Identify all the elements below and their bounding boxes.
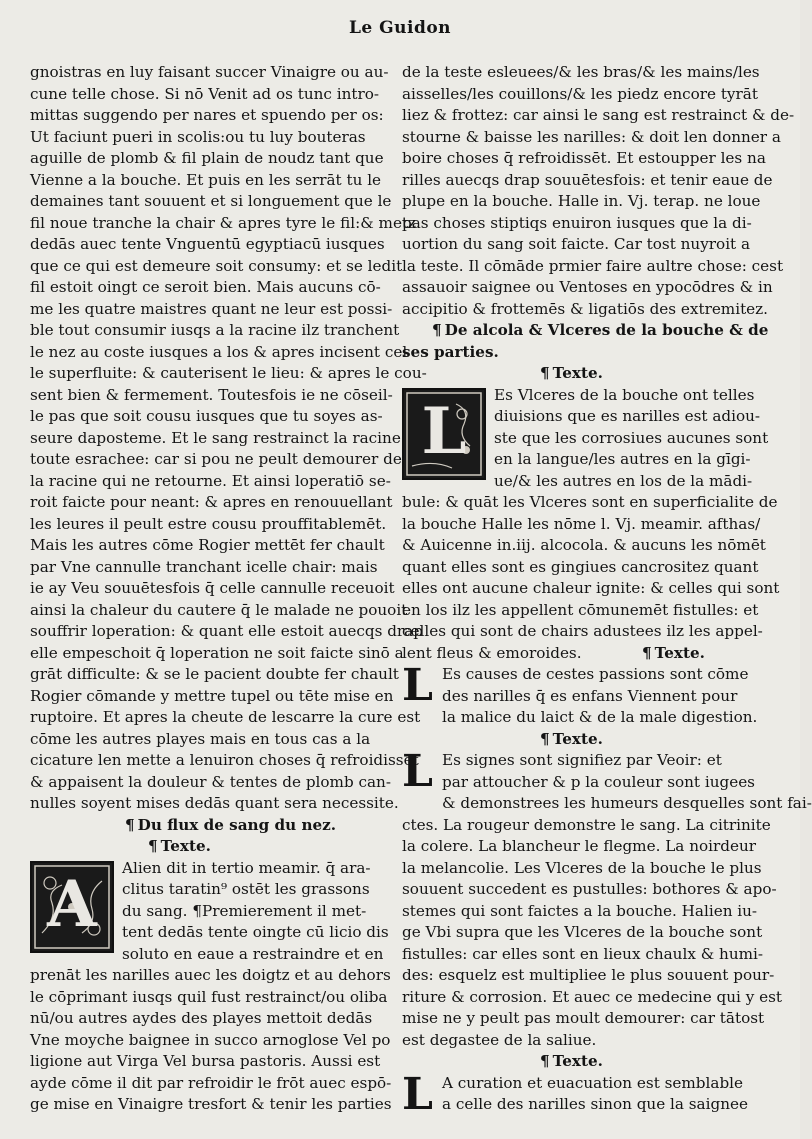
text-line: ie ay Veu souuētesfois q̄ celle cannulle receuoit (30, 579, 395, 597)
dropcap-letter: A (47, 866, 97, 942)
right-texte-label-4 (402, 1051, 750, 1073)
text-line: aguille de plomb & fil plain de noudz tant que (30, 149, 384, 167)
text-line: fil noue tranche la chair & apres tyre le fil:& metz (30, 213, 417, 232)
text-line: fil estoit oingt ce seroit bien. Mais aucuns cō- (30, 278, 381, 296)
text-line: cune telle chose. Si nō Venit ad os tunc intro- (30, 84, 379, 103)
running-head: Le Guidon (348, 18, 452, 38)
dropcap-letter: L (421, 393, 467, 469)
text-line: souffrir loperation: & quant elle estoit auecqs drap (30, 622, 423, 640)
text-line: par Vne cannulle tranchant icelle chair: mais (30, 557, 378, 576)
text-line: ste que les corrosiues aucunes sont (494, 428, 769, 447)
text-line: seure daposteme. Et le sang restrainct la racine (30, 428, 401, 447)
text-line: dedās auec tente Vnguentū egyptiacū iusques (30, 235, 385, 253)
left-paragraph-1 (30, 62, 427, 815)
texte-text: Texte. (552, 364, 603, 382)
text-line: par attoucher & p la couleur sont iugees (442, 772, 755, 791)
text-line: est degastee de la saliue. (402, 1030, 597, 1049)
text-line: Ut faciunt pueri in scolis:ou tu luy bouteras (30, 127, 366, 146)
text-line: nū/ou autres aydes des playes mettoit dedās (30, 1009, 373, 1027)
text-line: le cōprimant iusqs quil fust restrainct/ou oliba (30, 987, 388, 1006)
right-heading-alcola (402, 320, 769, 342)
text-line: accipitio & frottemēs & ligatiōs des extremitez. (402, 299, 768, 318)
text-line: pas choses stiptiqs enuiron iusques que la di- (402, 213, 752, 232)
pilcrow-icon: ¶ (642, 643, 652, 662)
initial-letter: L (402, 660, 433, 711)
text-line: la malice du laict & de la male digestion. (442, 708, 758, 726)
text-line: les leures il peult estre cousu prouffitablemēt. (30, 514, 387, 533)
text-line: Vne moyche baignee in succo arnoglose Vel po (30, 1030, 391, 1049)
text-line: ainsi la chaleur du cautere q̄ le malade ne pouoit (30, 600, 408, 619)
text-line: fistulles: car elles sont en lieux chaulx & humi- (402, 944, 764, 963)
text-line: ligione aut Virga Vel bursa pastoris. Aussi est (30, 1052, 381, 1070)
right-curation-block (402, 1068, 750, 1120)
text-line: riture & corrosion. Et auec ce medecine qui y est (402, 987, 783, 1006)
text-line: tent dedās tente oingte cū licio dis (122, 923, 389, 941)
text-line: Rogier cōmande y mettre tupel ou tēte mise en (30, 686, 394, 705)
text-line: nulles soyent mises dedās quant sera necessite. (30, 794, 399, 812)
right-column (402, 62, 812, 1120)
text-line: le superfluite: & cauterisent le lieu: & apres le cou- (30, 364, 427, 382)
text-line: que ce qui est demeure soit consumy: et se ledit (30, 256, 403, 275)
text-line: la racine qui ne retourne. Et ainsi loperatiō se- (30, 471, 391, 490)
pilcrow-icon: ¶ (148, 837, 158, 855)
text-line: le nez au coste iusques a los & apres incisent cel (30, 342, 408, 361)
left-column (30, 62, 427, 1116)
text-line: le pas que soit cousu iusques que tu soyes as- (30, 407, 383, 425)
ornamental-initial-l (402, 388, 486, 480)
pilcrow-icon: ¶ (540, 364, 550, 382)
text-line: en los ilz les appellent cōmunemēt fistulles: et (402, 600, 759, 619)
text-line: elles ont aucune chaleur ignite: & celles qui sont (402, 579, 780, 597)
text-line: en la langue/les autres en la gīgi- (494, 450, 751, 468)
text-line: stourne & baisse les narilles: & doit len donner a (402, 127, 781, 146)
left-dropcap-block (30, 858, 389, 966)
text-line: & demonstrees les humeurs desquelles sont fai- (442, 794, 812, 812)
text-line: Vienne a la bouche. Et puis en les serrāt tu le (30, 170, 382, 189)
text-line: la melancolie. Les Vlceres de la bouche le plus (402, 858, 762, 877)
text-line: lent fleus & emoroides. (402, 643, 582, 662)
text-line: cicature len mette a lenuiron choses q̄ refroidissēt (30, 751, 419, 769)
pilcrow-icon: ¶ (540, 1052, 550, 1070)
pilcrow-icon: ¶ (432, 321, 442, 339)
text-line: & appaisent la douleur & tentes de plomb can- (30, 772, 391, 791)
right-dropcap-block (402, 385, 769, 493)
text-line: ble tout consumir iusqs a la racine ilz tranchent (30, 321, 400, 339)
text-line: soluto en eaue a restraindre et en (122, 944, 384, 963)
right-paragraph-signes (402, 746, 812, 1051)
text-line: quant elles sont es gingiues cancrositez quant (402, 557, 759, 576)
texte-text: Texte. (160, 837, 211, 855)
text-line: Es signes sont signifiez par Veoir: et (442, 751, 722, 769)
text-line: la bouche Halle les nōme l. Vj. meamir. afthas/ (402, 514, 761, 533)
heading-text: De alcola & Vlceres de la bouche & de (444, 321, 769, 339)
text-line: clitus taratin⁹ ostēt les grassons (122, 880, 370, 898)
text-line: toute esrachee: car si pou ne peult demourer de (30, 450, 402, 468)
left-heading-flux-de-sang (30, 815, 382, 837)
heading-text: Du flux de sang du nez. (137, 815, 337, 834)
text-line: Alien dit in tertio meamir. q̄ ara- (122, 858, 371, 877)
text-line: a celle des narilles sinon que la saignee (442, 1095, 748, 1113)
text-line: mise ne y peult pas moult demourer: car tātost (402, 1009, 765, 1027)
text-line: Mais les autres cōme Rogier mettēt fer chault (30, 536, 385, 554)
initial-letter: L (402, 1068, 433, 1120)
right-texte-label-3 (402, 729, 750, 751)
right-paragraph-causes (402, 660, 758, 729)
text-line: elle empeschoit q̄ loperation ne soit faicte sinō a (30, 643, 404, 662)
text-line: sent bien & fermement. Toutesfois ie ne cōseil- (30, 385, 393, 404)
right-texte-label-1 (402, 363, 750, 385)
initial-letter: L (402, 746, 433, 797)
text-line: roit faicte pour neant: & apres en renouuellant (30, 493, 393, 511)
right-signes-block (402, 746, 812, 1051)
text-line: demaines tant souuent et si longuement que le (30, 192, 392, 210)
text-line: aisselles/les couillons/& les piedz encore tyrāt (402, 84, 758, 103)
text-line: gnoistras en luy faisant succer Vinaigre ou au- (30, 63, 389, 81)
right-heading-alcola-cont (402, 342, 750, 364)
text-line: des: esquelz est multipliee le plus souuent pour- (402, 966, 775, 984)
pilcrow-icon: ¶ (125, 815, 135, 834)
text-line: du sang. ¶Premierement il met- (122, 901, 367, 920)
right-paragraph-2 (402, 492, 780, 664)
text-line: uortion du sang soit faicte. Car tost nuyroit a (402, 235, 751, 253)
right-paragraph-1 (402, 62, 795, 320)
text-line: bule: & quāt les Vlceres sont en superficialite de (402, 493, 778, 511)
text-line: ue/& les autres en los de la mādi- (494, 471, 753, 490)
text-line: me les quatre maistres quant ne leur est possi- (30, 299, 393, 318)
text-line: & Auicenne in.iij. alcocola. & aucuns les nōmēt (402, 536, 766, 554)
text-line: diuisions que es narilles est adiou- (494, 407, 761, 425)
text-line: ctes. La rougeur demonstre le sang. La citrinite (402, 815, 771, 834)
text-line: souuent succedent es pustulles: bothores & apo- (402, 880, 777, 898)
text-line: de la teste esleuees/& les bras/& les mains/les (402, 63, 760, 81)
text-line: liez & frottez: car ainsi le sang est restrainct & de- (402, 106, 795, 124)
right-paragraph-curation (402, 1068, 750, 1120)
text-line: ayde cōme il dit par refroidir le frōt auec espō- (30, 1073, 392, 1092)
text-line: ge mise en Vinaigre tresfort & tenir les parties (30, 1095, 392, 1113)
texte-text: Texte. (552, 1052, 603, 1070)
text-line: celles qui sont de chairs adustees ilz les appel- (402, 622, 763, 640)
text-line: boire choses q̄ refroidissēt. Et estoupper les na (402, 149, 766, 167)
text-line: Es causes de cestes passions sont cōme (442, 665, 749, 683)
right-causes-block (402, 660, 758, 729)
text-line: mittas suggendo per nares et spuendo per os: (30, 106, 384, 124)
texte-text: Texte. (552, 729, 603, 748)
text-line: des narilles q̄ es enfans Viennent pour (442, 686, 738, 705)
pilcrow-icon: ¶ (540, 729, 550, 748)
text-line: assauoir saignee ou Ventoses en ypocōdres & in (402, 278, 773, 296)
text-line: ruptoire. Et apres la cheute de lescarre la cure est (30, 708, 421, 726)
text-line: A curation et euacuation est semblable (442, 1073, 744, 1092)
texte-text: Texte. (654, 643, 705, 662)
left-paragraph-2 (30, 965, 392, 1116)
left-texte-label (30, 836, 382, 858)
text-line: cōme les autres playes mais en tous cas a la (30, 729, 371, 748)
text-line: stemes qui sont faictes a la bouche. Halien iu- (402, 901, 758, 920)
text-line: plupe en la bouche. Halle in. Vj. terap. ne loue (402, 192, 761, 210)
ornamental-initial-g (30, 861, 114, 953)
text-line: grāt difficulte: & se le pacient doubte fer chault (30, 665, 399, 683)
text-line: Es Vlceres de la bouche ont telles (494, 385, 755, 404)
text-line: prenāt les narilles auec les doigtz et au dehors (30, 966, 391, 984)
text-line: ge Vbi supra que les Vlceres de la bouche sont (402, 923, 763, 941)
text-line: la teste. Il cōmāde prmier faire aultre chose: cest (402, 256, 784, 275)
text-line: rilles auecqs drap souuētesfois: et tenir eaue de (402, 170, 773, 189)
text-line: la colere. La blancheur le flegme. La noirdeur (402, 837, 756, 855)
heading-text: ses parties. (402, 342, 499, 361)
